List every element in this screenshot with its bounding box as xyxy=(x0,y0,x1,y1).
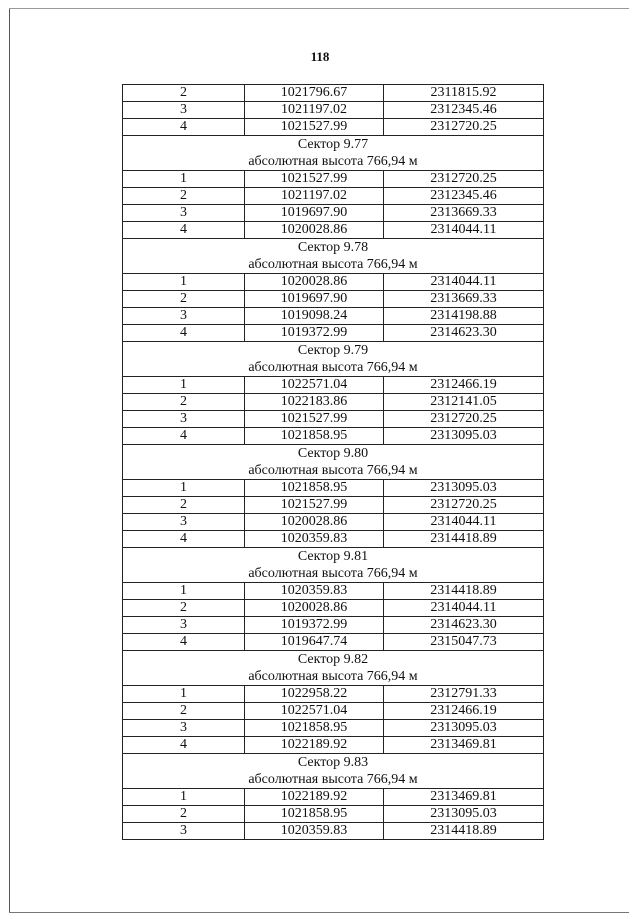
point-row xyxy=(123,411,544,428)
x-coordinate: 1021527.99 xyxy=(245,119,384,136)
x-coordinate: 1021527.99 xyxy=(245,411,384,428)
point-row xyxy=(123,720,544,737)
point-row xyxy=(123,394,544,411)
y-coordinate: 2313095.03 xyxy=(384,428,544,445)
y-coordinate: 2312345.46 xyxy=(384,188,544,205)
coordinates-table-body xyxy=(123,85,544,840)
sector-title: Сектор 9.83 xyxy=(297,755,369,770)
sector-header-row xyxy=(123,239,544,274)
point-number: 1 xyxy=(123,480,245,497)
sector-header-row xyxy=(123,445,544,480)
x-coordinate: 1021527.99 xyxy=(245,171,384,188)
sector-altitude: абсолютная высота 766,94 м xyxy=(248,360,418,375)
x-coordinate: 1020028.86 xyxy=(245,274,384,291)
sector-header xyxy=(123,239,544,274)
x-coordinate: 1021858.95 xyxy=(245,428,384,445)
sector-title: Сектор 9.78 xyxy=(297,240,369,255)
x-coordinate: 1020359.83 xyxy=(245,531,384,548)
x-coordinate: 1022958.22 xyxy=(245,686,384,703)
x-coordinate: 1021197.02 xyxy=(245,102,384,119)
point-row xyxy=(123,85,544,102)
point-row xyxy=(123,291,544,308)
y-coordinate: 2313095.03 xyxy=(384,720,544,737)
x-coordinate: 1022571.04 xyxy=(245,703,384,720)
point-number: 4 xyxy=(123,531,245,548)
point-row xyxy=(123,686,544,703)
x-coordinate: 1022189.92 xyxy=(245,737,384,754)
point-row xyxy=(123,205,544,222)
point-number: 3 xyxy=(123,720,245,737)
y-coordinate: 2313469.81 xyxy=(384,737,544,754)
point-row xyxy=(123,171,544,188)
point-number: 3 xyxy=(123,617,245,634)
point-row xyxy=(123,531,544,548)
point-number: 2 xyxy=(123,600,245,617)
scan-border-top xyxy=(9,8,629,9)
x-coordinate: 1021858.95 xyxy=(245,806,384,823)
sector-title: Сектор 9.82 xyxy=(297,652,369,667)
point-number: 4 xyxy=(123,222,245,239)
point-row xyxy=(123,428,544,445)
point-number: 4 xyxy=(123,428,245,445)
y-coordinate: 2314044.11 xyxy=(384,222,544,239)
y-coordinate: 2314623.30 xyxy=(384,617,544,634)
y-coordinate: 2314418.89 xyxy=(384,531,544,548)
point-row xyxy=(123,222,544,239)
x-coordinate: 1019697.90 xyxy=(245,205,384,222)
x-coordinate: 1020028.86 xyxy=(245,222,384,239)
y-coordinate: 2312720.25 xyxy=(384,171,544,188)
sector-header xyxy=(123,651,544,686)
sector-header-row xyxy=(123,651,544,686)
y-coordinate: 2314623.30 xyxy=(384,325,544,342)
point-row xyxy=(123,737,544,754)
y-coordinate: 2313095.03 xyxy=(384,806,544,823)
point-row xyxy=(123,274,544,291)
y-coordinate: 2311815.92 xyxy=(384,85,544,102)
y-coordinate: 2314418.89 xyxy=(384,823,544,840)
point-number: 2 xyxy=(123,85,245,102)
point-number: 1 xyxy=(123,789,245,806)
point-row xyxy=(123,308,544,325)
y-coordinate: 2312720.25 xyxy=(384,411,544,428)
point-number: 2 xyxy=(123,806,245,823)
x-coordinate: 1020359.83 xyxy=(245,583,384,600)
point-number: 2 xyxy=(123,394,245,411)
y-coordinate: 2314044.11 xyxy=(384,514,544,531)
x-coordinate: 1019372.99 xyxy=(245,617,384,634)
sector-header xyxy=(123,136,544,171)
point-number: 2 xyxy=(123,188,245,205)
x-coordinate: 1019372.99 xyxy=(245,325,384,342)
y-coordinate: 2313095.03 xyxy=(384,480,544,497)
sector-altitude: абсолютная высота 766,94 м xyxy=(248,154,418,169)
x-coordinate: 1019697.90 xyxy=(245,291,384,308)
x-coordinate: 1020359.83 xyxy=(245,823,384,840)
sector-header-row xyxy=(123,548,544,583)
x-coordinate: 1019647.74 xyxy=(245,634,384,651)
point-number: 3 xyxy=(123,102,245,119)
sector-title: Сектор 9.77 xyxy=(297,137,369,152)
y-coordinate: 2313669.33 xyxy=(384,205,544,222)
point-number: 3 xyxy=(123,823,245,840)
point-number: 1 xyxy=(123,686,245,703)
sector-altitude: абсолютная высота 766,94 м xyxy=(248,566,418,581)
y-coordinate: 2314198.88 xyxy=(384,308,544,325)
y-coordinate: 2314418.89 xyxy=(384,583,544,600)
x-coordinate: 1022571.04 xyxy=(245,377,384,394)
y-coordinate: 2314044.11 xyxy=(384,600,544,617)
point-number: 2 xyxy=(123,703,245,720)
point-row xyxy=(123,583,544,600)
scan-border-bottom xyxy=(9,912,629,913)
sector-title: Сектор 9.80 xyxy=(297,446,369,461)
point-row xyxy=(123,188,544,205)
sector-altitude: абсолютная высота 766,94 м xyxy=(248,669,418,684)
sector-header xyxy=(123,548,544,583)
point-row xyxy=(123,377,544,394)
point-row xyxy=(123,634,544,651)
point-number: 3 xyxy=(123,205,245,222)
y-coordinate: 2313669.33 xyxy=(384,291,544,308)
point-number: 3 xyxy=(123,514,245,531)
point-number: 3 xyxy=(123,411,245,428)
point-row xyxy=(123,703,544,720)
point-row xyxy=(123,789,544,806)
x-coordinate: 1021197.02 xyxy=(245,188,384,205)
point-row xyxy=(123,806,544,823)
y-coordinate: 2312720.25 xyxy=(384,119,544,136)
sector-header xyxy=(123,445,544,480)
point-number: 4 xyxy=(123,119,245,136)
x-coordinate: 1019098.24 xyxy=(245,308,384,325)
sector-altitude: абсолютная высота 766,94 м xyxy=(248,257,418,272)
y-coordinate: 2312466.19 xyxy=(384,377,544,394)
sector-altitude: абсолютная высота 766,94 м xyxy=(248,772,418,787)
point-row xyxy=(123,480,544,497)
sector-header xyxy=(123,342,544,377)
point-number: 1 xyxy=(123,583,245,600)
y-coordinate: 2314044.11 xyxy=(384,274,544,291)
point-number: 2 xyxy=(123,291,245,308)
sector-title: Сектор 9.79 xyxy=(297,343,369,358)
sector-header-row xyxy=(123,754,544,789)
sector-altitude: абсолютная высота 766,94 м xyxy=(248,463,418,478)
y-coordinate: 2312720.25 xyxy=(384,497,544,514)
point-row xyxy=(123,119,544,136)
sector-header-row xyxy=(123,342,544,377)
x-coordinate: 1022189.92 xyxy=(245,789,384,806)
x-coordinate: 1021527.99 xyxy=(245,497,384,514)
x-coordinate: 1021858.95 xyxy=(245,720,384,737)
x-coordinate: 1020028.86 xyxy=(245,600,384,617)
point-number: 1 xyxy=(123,171,245,188)
point-number: 3 xyxy=(123,308,245,325)
y-coordinate: 2315047.73 xyxy=(384,634,544,651)
point-number: 4 xyxy=(123,325,245,342)
point-row xyxy=(123,823,544,840)
x-coordinate: 1021858.95 xyxy=(245,480,384,497)
sector-header-row xyxy=(123,136,544,171)
point-row xyxy=(123,102,544,119)
point-row xyxy=(123,497,544,514)
page-number: 118 xyxy=(310,49,330,64)
point-number: 4 xyxy=(123,634,245,651)
x-coordinate: 1020028.86 xyxy=(245,514,384,531)
coordinates-table xyxy=(122,84,544,840)
point-row xyxy=(123,600,544,617)
x-coordinate: 1021796.67 xyxy=(245,85,384,102)
scan-border-left xyxy=(9,8,10,913)
point-number: 1 xyxy=(123,274,245,291)
y-coordinate: 2312141.05 xyxy=(384,394,544,411)
point-number: 1 xyxy=(123,377,245,394)
point-row xyxy=(123,514,544,531)
y-coordinate: 2312466.19 xyxy=(384,703,544,720)
point-number: 4 xyxy=(123,737,245,754)
sector-title: Сектор 9.81 xyxy=(297,549,369,564)
sector-header xyxy=(123,754,544,789)
y-coordinate: 2312791.33 xyxy=(384,686,544,703)
x-coordinate: 1022183.86 xyxy=(245,394,384,411)
y-coordinate: 2312345.46 xyxy=(384,102,544,119)
y-coordinate: 2313469.81 xyxy=(384,789,544,806)
point-number: 2 xyxy=(123,497,245,514)
point-row xyxy=(123,617,544,634)
point-row xyxy=(123,325,544,342)
